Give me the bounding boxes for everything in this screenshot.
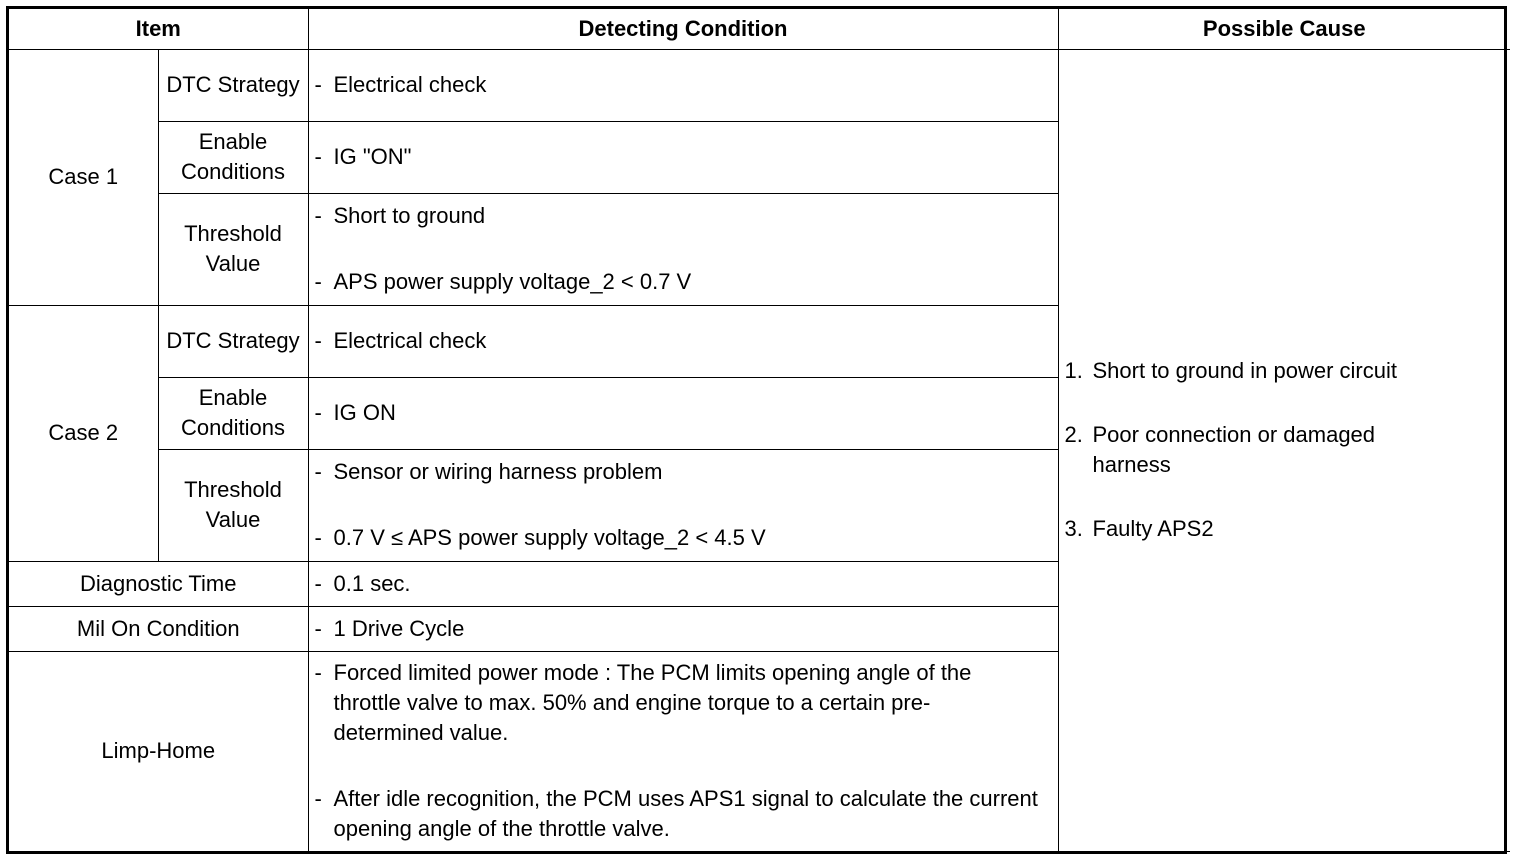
condition-line: - Short to ground [314, 203, 486, 228]
case1-threshold-value [308, 193, 1058, 305]
case2-enable-conditions-value [308, 377, 1058, 449]
case1-enable-conditions-label: Enable Conditions [158, 121, 308, 193]
condition-line: - Electrical check [314, 72, 487, 97]
case1-dtc-strategy-row [9, 49, 1510, 121]
dtc-table [9, 9, 1510, 852]
case2-dtc-strategy-label: DTC Strategy [158, 305, 308, 377]
condition-line: - Forced limited power mode : The PCM limits opening angle of the throttle valve to max. 50% and engine torque to a certain pre-determined value. [314, 660, 972, 746]
header-item: Item [9, 9, 308, 49]
case1-threshold-label: Threshold Value [158, 193, 308, 305]
cause-item-2: 2. Poor connection or damaged harness [1064, 422, 1376, 477]
cause-item-1: 1. Short to ground in power circuit [1064, 358, 1397, 383]
diagnostic-time-value [308, 561, 1058, 606]
condition-line: - After idle recognition, the PCM uses APS1 signal to calculate the current opening angle of the throttle valve. [314, 786, 1038, 842]
limp-home-value [308, 651, 1058, 851]
condition-line: - 0.7 V ≤ APS power supply voltage_2 < 4.5 V [314, 525, 766, 550]
dtc-table-document [6, 6, 1507, 854]
case1-dtc-strategy-label: DTC Strategy [158, 49, 308, 121]
case1-label: Case 1 [9, 49, 158, 305]
case2-threshold-label: Threshold Value [158, 449, 308, 561]
case2-enable-conditions-label: Enable Conditions [158, 377, 308, 449]
diagnostic-time-label: Diagnostic Time [9, 561, 308, 606]
cause-item-3: 3. Faulty APS2 [1064, 516, 1214, 541]
condition-line: - Sensor or wiring harness problem [314, 459, 663, 484]
condition-line: - APS power supply voltage_2 < 0.7 V [314, 269, 692, 294]
limp-home-label: Limp-Home [9, 651, 308, 851]
case2-dtc-strategy-value [308, 305, 1058, 377]
possible-cause-cell [1058, 49, 1510, 851]
header-detecting-condition: Detecting Condition [308, 9, 1058, 49]
condition-line: - IG "ON" [314, 144, 412, 169]
case1-enable-conditions-value [308, 121, 1058, 193]
case2-label: Case 2 [9, 305, 158, 561]
condition-line: - IG ON [314, 400, 396, 425]
condition-line: - 0.1 sec. [314, 570, 411, 596]
header-possible-cause: Possible Cause [1058, 9, 1510, 49]
mil-on-condition-value [308, 606, 1058, 651]
header-row [9, 9, 1510, 49]
case1-dtc-strategy-value [308, 49, 1058, 121]
mil-on-condition-label: Mil On Condition [9, 606, 308, 651]
condition-line: - Electrical check [314, 328, 487, 353]
condition-line: - 1 Drive Cycle [314, 615, 465, 641]
case2-threshold-value [308, 449, 1058, 561]
